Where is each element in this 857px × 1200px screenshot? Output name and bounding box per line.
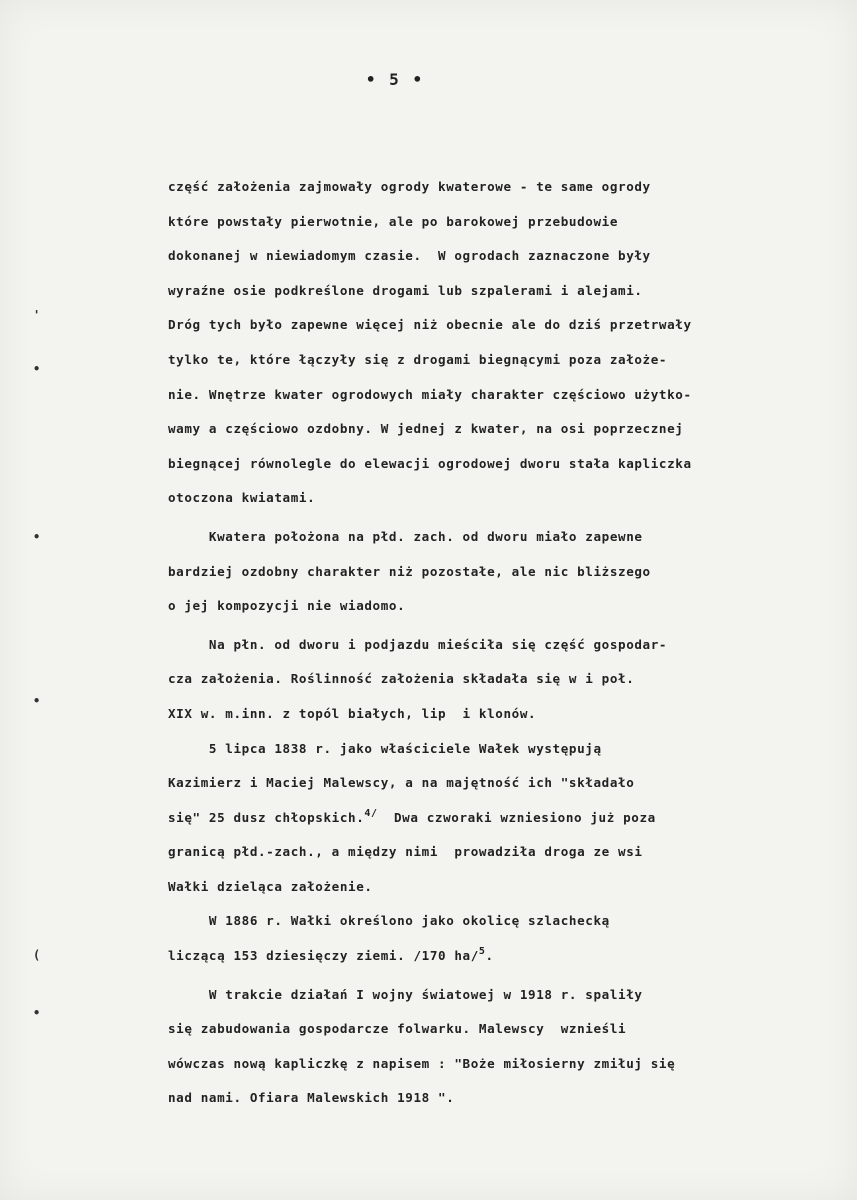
text-line: XIX w. m.inn. z topól białych, lip i klonów. xyxy=(168,705,537,721)
text-line: biegnącej równolegle do elewacji ogrodowej dworu stała kapliczka xyxy=(168,455,692,471)
text-line: W trakcie działań I wojny światowej w 1918 r. spaliły xyxy=(168,986,643,1002)
text-line-with-footnote xyxy=(168,801,857,836)
text-line: 5 lipca 1838 r. jako właściciele Wałek występują xyxy=(168,740,602,756)
text-line: wówczas nową kapliczkę z napisem : "Boże miłosierny zmiłuj się xyxy=(168,1055,676,1071)
text-segment: liczącą 153 dziesięczy ziemi. /170 ha/ xyxy=(168,948,479,964)
text-segment: Dwa czworaki wzniesiono już poza xyxy=(377,809,656,825)
text-segment: się" 25 dusz chłopskich. xyxy=(168,809,365,825)
margin-mark: • xyxy=(33,694,41,708)
paragraph xyxy=(168,628,857,732)
text-line: tylko te, które łączyły się z drogami biegnącymi poza założe- xyxy=(168,351,668,367)
text-line: Wałki dzieląca założenie. xyxy=(168,878,373,894)
paragraph xyxy=(168,904,857,973)
text-line: o jej kompozycji nie wiadomo. xyxy=(168,598,406,614)
text-line: Kazimierz i Maciej Malewscy, a na majętność ich "składało xyxy=(168,775,635,791)
text-line: się zabudowania gospodarcze folwarku. Malewscy wznieśli xyxy=(168,1021,627,1037)
document-body xyxy=(168,170,857,1116)
paragraph xyxy=(168,978,857,1116)
text-line: dokonanej w niewiadomym czasie. W ogrodach zaznaczone były xyxy=(168,248,651,264)
margin-mark: • xyxy=(33,362,41,376)
paragraph xyxy=(168,170,857,516)
paragraph xyxy=(168,732,857,905)
text-line: część założenia zajmowały ogrody kwaterowe - te same ogrody xyxy=(168,179,651,194)
page-number: • 5 • xyxy=(365,70,425,89)
text-line: otoczona kwiatami. xyxy=(168,490,316,506)
text-line-with-footnote xyxy=(168,939,857,974)
text-line: granicą płd.-zach., a między nimi prowadziła droga ze wsi xyxy=(168,844,643,860)
margin-mark: • xyxy=(33,1006,41,1020)
text-line: Dróg tych było zapewne więcej niż obecnie ale do dziś przetrwały xyxy=(168,317,692,333)
paragraph xyxy=(168,520,857,624)
footnote-reference: 5 xyxy=(478,946,486,958)
margin-mark: ( xyxy=(33,948,41,962)
text-segment: . xyxy=(485,948,494,964)
text-line: Kwatera położona na płd. zach. od dworu miało zapewne xyxy=(168,528,643,544)
text-line: cza założenia. Roślinność założenia składała się w i poł. xyxy=(168,671,635,687)
margin-mark: • xyxy=(33,530,41,544)
text-line: wamy a częściowo ozdobny. W jednej z kwater, na osi poprzecznej xyxy=(168,421,684,437)
text-line: nad nami. Ofiara Malewskich 1918 ". xyxy=(168,1090,455,1106)
text-line: W 1886 r. Wałki określono jako okolicę szlachecką xyxy=(168,913,610,929)
footnote-reference: 4/ xyxy=(364,807,378,819)
text-line: Na płn. od dworu i podjazdu mieściła się część gospodar- xyxy=(168,636,668,652)
margin-mark: ' xyxy=(33,308,41,322)
text-line: nie. Wnętrze kwater ogrodowych miały charakter częściowo użytko- xyxy=(168,386,692,402)
text-line: które powstały pierwotnie, ale po barokowej przebudowie xyxy=(168,213,619,229)
text-line: wyraźne osie podkreślone drogami lub szpalerami i alejami. xyxy=(168,282,643,298)
text-line: bardziej ozdobny charakter niż pozostałe, ale nic bliższego xyxy=(168,563,651,579)
